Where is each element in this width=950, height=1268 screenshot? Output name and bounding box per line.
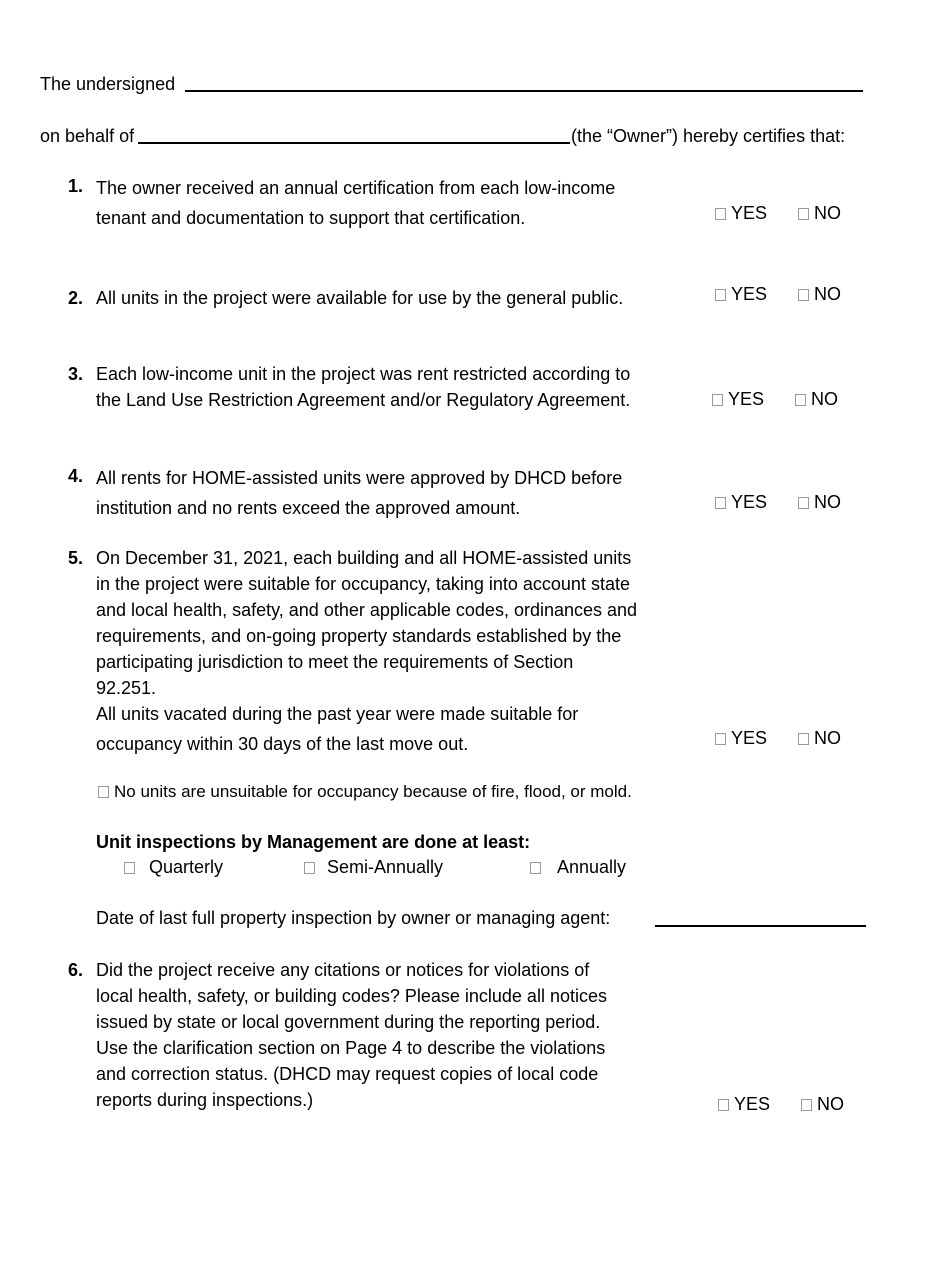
item-5-number: 5.	[68, 548, 84, 568]
no-units-unsuitable-option[interactable]: No units are unsuitable for occupancy because of fire, flood, or mold.	[98, 782, 632, 802]
item-1-number: 1.	[68, 176, 84, 196]
item-5-answer	[715, 728, 841, 749]
item-2-number: 2.	[68, 288, 84, 308]
undersigned-name-field[interactable]	[185, 90, 863, 92]
item-6-text: Did the project receive any citations or notices for violations of local health, safety, or building codes? Please include all notices issued by state or local government during the reporting period. Use the clarification section on Page 4 to describe the violations and correction status. (DHCD may request copies of local code reports during inspections.)	[96, 960, 607, 1110]
checkbox-icon[interactable]	[715, 208, 726, 220]
item-2-answer	[715, 284, 841, 305]
item-6-yes-option[interactable]: YES	[718, 1094, 770, 1115]
item-1-yes-option[interactable]: YES	[715, 203, 767, 224]
checkbox-icon[interactable]	[801, 1099, 812, 1111]
item-3-no-option[interactable]: NO	[795, 389, 838, 410]
item-6-number: 6.	[68, 960, 84, 980]
checkbox-icon[interactable]	[798, 497, 809, 509]
checkbox-icon[interactable]	[124, 862, 135, 874]
item-1-no-option[interactable]: NO	[798, 203, 841, 224]
checkbox-icon[interactable]	[530, 862, 541, 874]
last-inspection-date-field[interactable]	[655, 925, 866, 927]
undersigned-label: The undersigned	[40, 74, 176, 94]
checkbox-icon[interactable]	[798, 289, 809, 301]
checkbox-icon[interactable]	[798, 208, 809, 220]
item-4-answer	[715, 492, 841, 513]
item-3-yes-option[interactable]: YES	[712, 389, 764, 410]
freq-semi-annually-option[interactable]: Semi-Annually	[304, 857, 443, 878]
checkbox-icon[interactable]	[98, 786, 109, 798]
owner-certifies-text: (the “Owner”) hereby certifies that:	[571, 126, 846, 146]
behalf-label: on behalf of	[40, 126, 135, 146]
item-4-no-option[interactable]: NO	[798, 492, 841, 513]
item-6-answer	[718, 1094, 844, 1115]
checkbox-icon[interactable]	[712, 394, 723, 406]
inspection-heading: Unit inspections by Management are done at least:	[96, 832, 531, 852]
item-5-text: On December 31, 2021, each building and all HOME-assisted units in the project were suitable for occupancy, taking into account state and local health, safety, and other applicable codes, ordinances and requirements, and on-going property standards established by the participating jurisdiction to meet the requirements of Section 92.251. All units vacated during the past year were made suitable for occupancy within 30 days of the last move out.	[96, 548, 638, 754]
item-3-text: Each low-income unit in the project was rent restricted according to the Land Use Restriction Agreement and/or Regulatory Agreement.	[96, 364, 631, 410]
item-5-yes-option[interactable]: YES	[715, 728, 767, 749]
item-6-no-option[interactable]: NO	[801, 1094, 844, 1115]
freq-quarterly-option[interactable]: Quarterly	[124, 857, 223, 878]
item-3-number: 3.	[68, 364, 84, 384]
item-3-answer	[712, 389, 838, 410]
checkbox-icon[interactable]	[715, 497, 726, 509]
checkbox-icon[interactable]	[715, 733, 726, 745]
checkbox-icon[interactable]	[795, 394, 806, 406]
last-inspection-date-label: Date of last full property inspection by owner or managing agent:	[96, 908, 611, 928]
item-2-no-option[interactable]: NO	[798, 284, 841, 305]
checkbox-icon[interactable]	[304, 862, 315, 874]
item-4-yes-option[interactable]: YES	[715, 492, 767, 513]
item-1-text: The owner received an annual certification from each low-income tenant and documentation to support that certification.	[96, 178, 616, 228]
item-4-number: 4.	[68, 466, 84, 486]
item-4-text: All rents for HOME-assisted units were approved by DHCD before institution and no rents exceed the approved amount.	[96, 468, 623, 518]
item-2-yes-option[interactable]: YES	[715, 284, 767, 305]
item-5-no-option[interactable]: NO	[798, 728, 841, 749]
item-1-answer	[715, 203, 841, 224]
owner-name-field[interactable]	[138, 142, 570, 144]
checkbox-icon[interactable]	[715, 289, 726, 301]
checkbox-icon[interactable]	[798, 733, 809, 745]
item-2-text: All units in the project were available for use by the general public.	[96, 288, 624, 308]
freq-annually-option[interactable]: Annually	[530, 857, 626, 878]
checkbox-icon[interactable]	[718, 1099, 729, 1111]
